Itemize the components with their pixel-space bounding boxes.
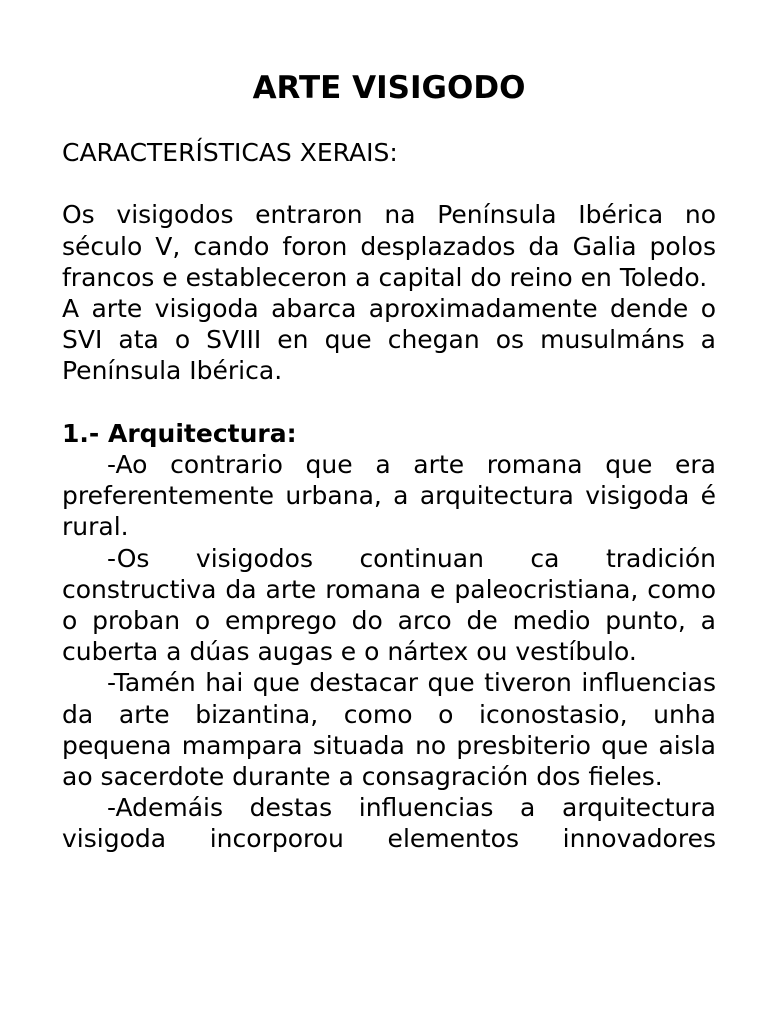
intro-paragraph: Os visigodos entraron na Península Ibérica no século V, cando foron desplazados da Galia polos francos e estableceron a capital do reino en Toledo. [62,200,716,292]
blank-line [62,168,716,199]
section-paragraph: -Os visigodos continuan ca tradición constructiva da arte romana e paleocristiana, como o proban o emprego do arco de medio punto, a cuberta a dúas augas e o nártex ou vestíbulo. [62,543,716,667]
intro-paragraph: A arte visigoda abarca aproximadamente dende o SVI ata o SVIII en que chegan os musulmáns a Península Ibérica. [62,294,716,386]
section-paragraph: -Tamén hai que destacar que tiveron influencias da arte bizantina, como o iconostasio, unha pequena mampara situada no presbiterio que aisla ao sacerdote durante a consagración dos fieles. [62,668,716,792]
blank-line [62,387,716,418]
section-paragraph: -Ao contrario que a arte romana que era preferentemente urbana, a arquitectura visigoda é rural. [62,450,716,542]
document-title: ARTE VISIGODO [252,70,526,106]
section-paragraph: -Ademáis destas influencias a arquitectura visigoda incorporou elementos innovadores [62,793,716,854]
section-heading-arquitectura: 1.- Arquitectura: [62,418,297,448]
document-page [62,66,716,855]
subtitle: CARACTERÍSTICAS XERAIS: [62,138,398,167]
